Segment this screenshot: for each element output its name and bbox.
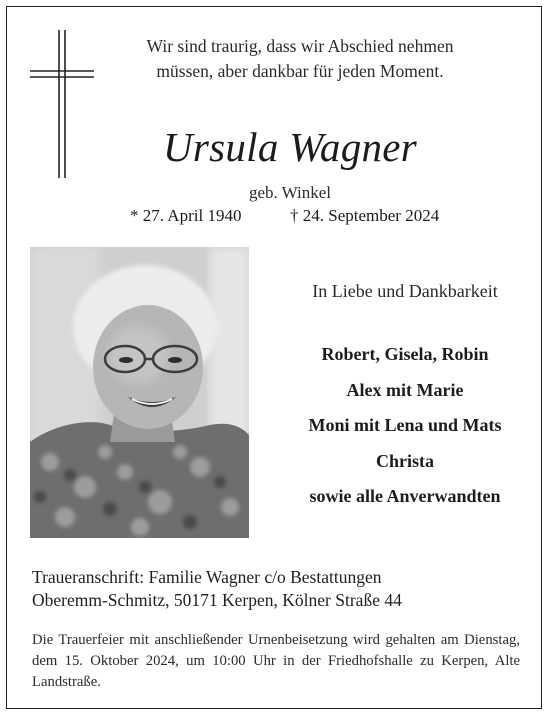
ceremony-text: Die Trauerfeier mit anschließender Urnenbeisetzung wird gehalten am Dienstag, dem 15. Oktober 2024, um 10:00 Uhr in der Friedhofshalle zu Kerpen, Alte Landstraße.	[32, 632, 520, 690]
family-line: sowie alle Anverwandten	[309, 486, 501, 506]
intro-line: müssen, aber dankbar für jeden Moment.	[156, 61, 444, 81]
family-line: Alex mit Marie	[346, 379, 464, 400]
deceased-name: Ursula Wagner	[162, 124, 418, 170]
birth-date: * 27. April 1940	[130, 206, 242, 225]
maiden-name: geb. Winkel	[248, 183, 332, 202]
mourning-address	[32, 566, 522, 612]
portrait-photo	[30, 247, 249, 538]
thanks-line: In Liebe und Dankbarkeit	[312, 281, 498, 301]
family-line: Moni mit Lena und Mats	[308, 415, 502, 435]
address-line: Traueranschrift: Familie Wagner c/o Bestattungen	[32, 567, 382, 587]
family-list	[280, 337, 530, 515]
intro-line: Wir sind traurig, dass wir Abschied nehmen	[146, 36, 454, 56]
death-date: † 24. September 2024	[290, 206, 440, 225]
family-line: Christa	[376, 450, 434, 471]
intro-text	[120, 34, 480, 84]
address-line: Oberemm-Schmitz, 50171 Kerpen, Kölner Straße 44	[32, 590, 402, 610]
family-line: Robert, Gisela, Robin	[321, 344, 489, 364]
